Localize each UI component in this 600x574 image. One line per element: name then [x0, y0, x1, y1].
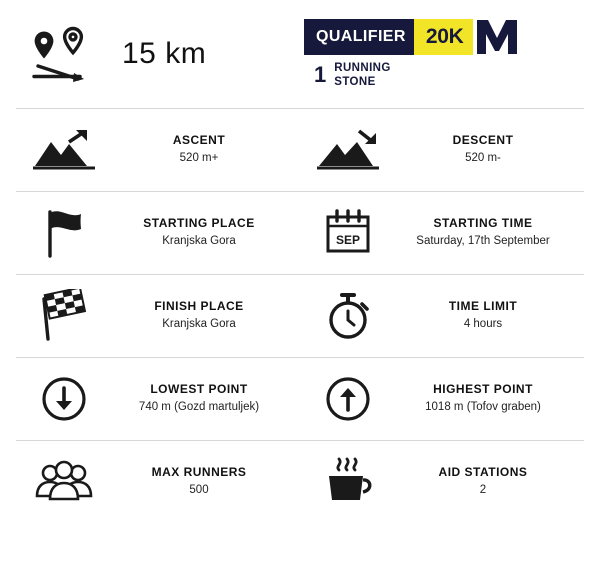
header	[16, 0, 584, 108]
cell-title: MAX RUNNERS	[151, 465, 247, 480]
cell-value: 1018 m (Tofov graben)	[425, 401, 541, 414]
cell-value: Kranjska Gora	[162, 235, 236, 248]
cell-starting-time	[300, 192, 584, 274]
cell-text	[112, 382, 300, 416]
header-distance-block	[16, 25, 300, 83]
svg-text:SEP: SEP	[335, 233, 361, 247]
cell-text	[112, 299, 300, 333]
stone-label	[334, 61, 390, 90]
table-row	[16, 358, 584, 440]
table-row	[16, 275, 584, 357]
cell-title: STARTING PLACE	[143, 216, 255, 231]
coffee-cup-icon	[300, 456, 396, 508]
cell-text	[112, 216, 300, 250]
stone-number: 1	[314, 62, 327, 87]
cell-text	[112, 133, 300, 167]
cell-text	[396, 382, 584, 416]
table-row	[16, 192, 584, 274]
cell-text	[396, 299, 584, 333]
race-distance: 15 km	[122, 37, 207, 70]
cell-title: DESCENT	[452, 133, 514, 148]
cell-value: 500	[189, 484, 209, 497]
cell-text	[396, 133, 584, 167]
cell-time-limit	[300, 275, 584, 357]
running-stone-block	[304, 61, 391, 90]
cell-value: Kranjska Gora	[162, 318, 236, 331]
cell-text	[112, 465, 300, 499]
table-row	[16, 441, 584, 523]
cell-title: STARTING TIME	[433, 216, 533, 231]
brand-m-logo	[475, 19, 519, 55]
badge-distance-label: 20K	[414, 19, 474, 55]
cell-finish-place	[16, 275, 300, 357]
flag-icon	[16, 206, 112, 260]
arrow-up-circle-icon	[300, 373, 396, 425]
cell-value: 520 m+	[179, 152, 219, 165]
cell-value: 740 m (Gozd martuljek)	[138, 401, 260, 414]
cell-lowest-point	[16, 358, 300, 440]
cell-descent	[300, 109, 584, 191]
cell-value: 2	[479, 484, 487, 497]
badge-row	[304, 19, 519, 55]
stopwatch-icon	[300, 289, 396, 343]
cell-title: FINISH PLACE	[154, 299, 244, 314]
qualifier-badge	[300, 19, 584, 90]
cell-starting-place	[16, 192, 300, 274]
cell-highest-point	[300, 358, 584, 440]
map-pin-route-icon	[16, 25, 112, 83]
cell-title: ASCENT	[172, 133, 226, 148]
qualifier-label: QUALIFIER	[304, 19, 416, 55]
cell-text	[396, 216, 584, 250]
stone-label-line1: RUNNING	[334, 61, 391, 74]
arrow-down-circle-icon	[16, 373, 112, 425]
cell-title: LOWEST POINT	[150, 382, 248, 397]
runners-group-icon	[16, 459, 112, 505]
cell-aid-stations	[300, 441, 584, 523]
cell-text	[396, 465, 584, 499]
cell-title: HIGHEST POINT	[433, 382, 533, 397]
cell-value: 520 m-	[465, 152, 501, 165]
descent-mountain-icon	[300, 128, 396, 172]
calendar-icon	[300, 207, 396, 259]
cell-max-runners	[16, 441, 300, 523]
cell-title: AID STATIONS	[438, 465, 528, 480]
table-row	[16, 109, 584, 191]
cell-ascent	[16, 109, 300, 191]
stone-label-line2: STONE	[334, 76, 376, 88]
checkered-flag-icon	[16, 289, 112, 343]
cell-title: TIME LIMIT	[448, 299, 518, 314]
cell-value: Saturday, 17th September	[416, 235, 550, 248]
cell-value: 4 hours	[463, 318, 503, 331]
ascent-mountain-icon	[16, 128, 112, 172]
